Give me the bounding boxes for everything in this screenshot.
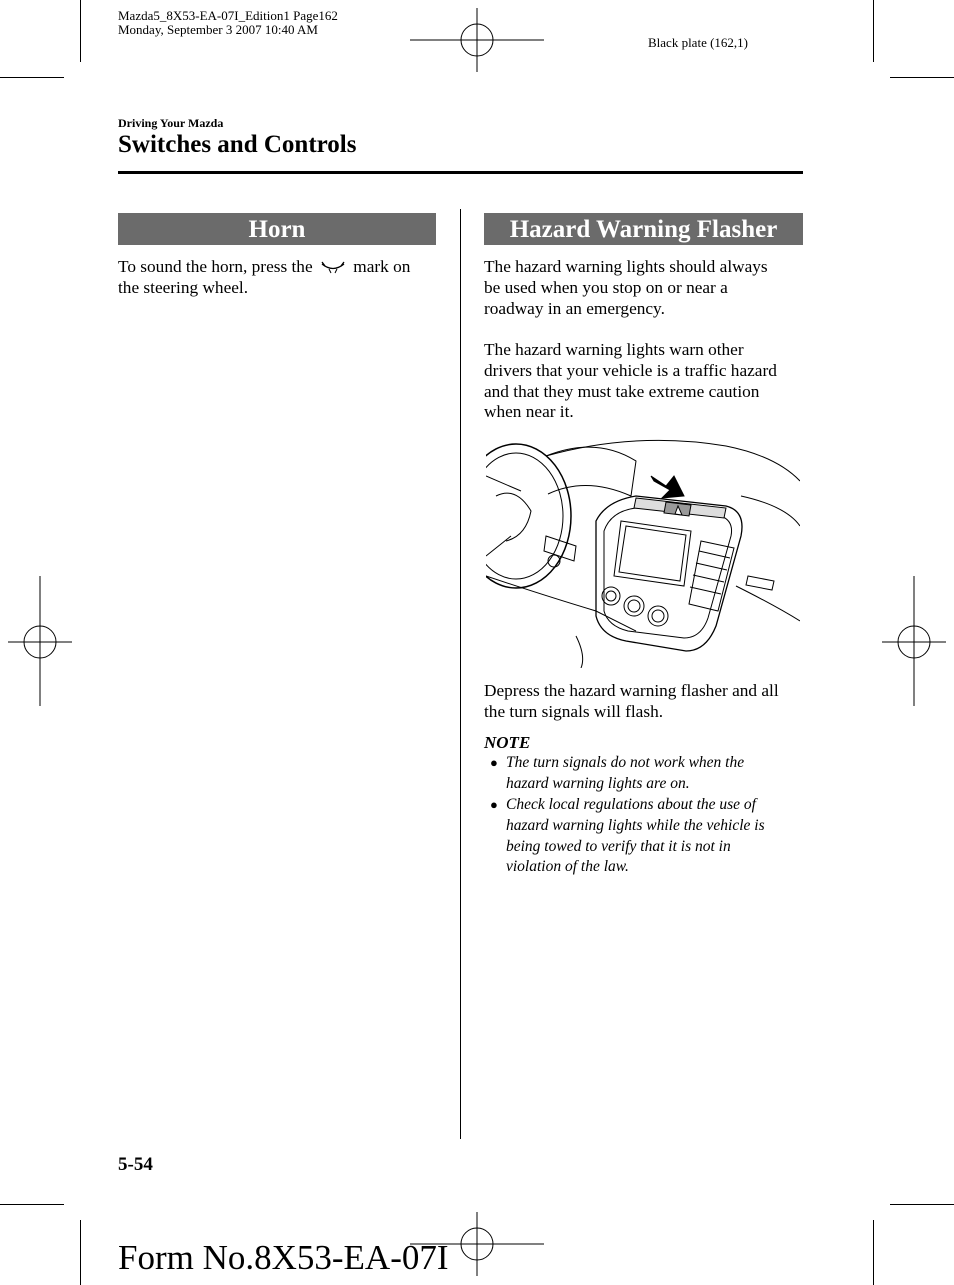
hazard-paragraph-3 [484,681,806,723]
text-line: violation of the law. [506,858,629,876]
page-title: Switches and Controls [118,131,357,158]
text-line: hazard warning lights while the vehicle is [506,816,765,834]
bullet-icon: ● [490,755,498,770]
hazard-heading: Hazard Warning Flasher [484,213,803,245]
section-kicker: Driving Your Mazda [118,116,224,130]
horn-line1: To sound the horn, press the mark on [118,257,411,276]
hazard-paragraph-1 [484,257,804,319]
text-line: Check local regulations about the use of [506,796,756,813]
print-meta-line1: Mazda5_8X53-EA-07I_Edition1 Page162 [118,8,338,23]
column-divider [460,209,461,1139]
text-line: The hazard warning lights warn other [484,340,744,359]
text-line: Depress the hazard warning flasher and all [484,681,779,700]
note-title: NOTE [484,733,531,752]
page-number: 5-54 [118,1154,153,1175]
text-line: The hazard warning lights should always [484,257,768,276]
note-item [490,795,806,878]
text-line: be used when you stop on or near a [484,277,728,297]
header-rule [118,171,803,174]
text-line: and that they must take extreme caution [484,381,760,401]
note-item [490,753,806,795]
registration-mark-left [8,576,72,706]
horn-heading: Horn [118,213,436,245]
plate-label: Black plate (162,1) [648,35,748,50]
horn-icon [320,261,346,275]
text-line: hazard warning lights are on. [506,774,690,792]
bullet-icon: ● [490,797,498,812]
text-line: the turn signals will flash. [484,701,664,721]
registration-mark-right [882,576,946,706]
text-line: drivers that your vehicle is a traffic hazard [484,360,777,380]
form-number: Form No.8X53-EA-07I [118,1238,449,1277]
hazard-paragraph-2 [484,340,804,423]
horn-line2: the steering wheel. [118,277,249,297]
dashboard-illustration [486,436,800,668]
horn-paragraph [118,257,438,299]
registration-mark-top [410,8,544,72]
print-meta-line2: Monday, September 3 2007 10:40 AM [118,22,318,37]
text-line: The turn signals do not work when the [506,754,745,771]
text-line: being towed to verify that it is not in [506,837,731,855]
text-line: when near it. [484,402,574,422]
text-line: roadway in an emergency. [484,298,665,318]
